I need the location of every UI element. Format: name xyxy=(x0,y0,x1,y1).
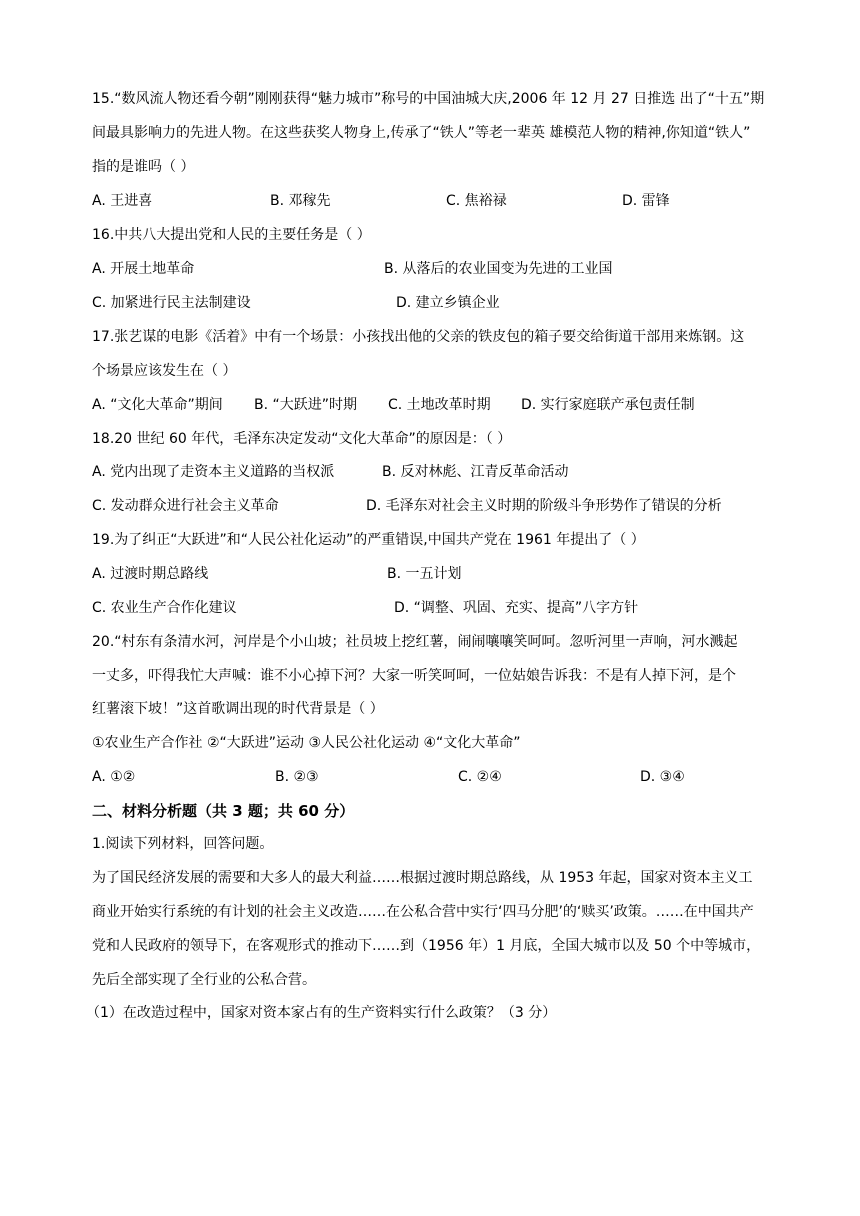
question-16-option-c: C. 加紧进行民主法制建设 xyxy=(92,295,251,311)
material-line-3: 党和人民政府的领导下，在客观形式的推动下……到（1956 年）1 月底，全国大城市以及 50 个中等城市， xyxy=(92,938,761,954)
question-19-option-a: A. 过渡时期总路线 xyxy=(92,566,209,582)
question-20-option-b: B. ②③ xyxy=(275,769,319,785)
material-line-1: 为了国民经济发展的需要和大多人的最大利益……根据过渡时期总路线，从 1953 年起，国家对资本主义工 xyxy=(92,870,753,886)
question-18-stem: 18.20 世纪 60 年代，毛泽东决定发动“文化大革命”的原因是：（ ） xyxy=(92,431,512,447)
question-20-stem-line-2: 一丈多，吓得我忙大声喊：谁不小心掉下河？大家一听笑呵呵，一位姑娘告诉我：不是有人掉下河，是个 xyxy=(92,668,736,684)
question-15-stem-line-1: 15.“数风流人物还看今朝”刚刚获得“魅力城市”称号的中国油城大庆,2006 年 12 月 27 日推选 出了“十五”期 xyxy=(92,91,765,107)
question-18-option-c: C. 发动群众进行社会主义革命 xyxy=(92,498,279,514)
question-15-option-d: D. 雷锋 xyxy=(622,193,670,209)
question-17-stem-line-2: 个场景应该发生在（ ） xyxy=(92,363,237,379)
question-16-option-a: A. 开展土地革命 xyxy=(92,261,195,277)
section-2-title: 二、材料分析题（共 3 题；共 60 分） xyxy=(92,802,355,820)
question-18-option-b: B. 反对林彪、江青反革命活动 xyxy=(382,464,569,480)
question-17-option-a: A. “文化大革命”期间 xyxy=(92,397,223,413)
question-15-stem-line-3: 指的是谁吗（ ） xyxy=(92,159,195,175)
question-16-option-b: B. 从落后的农业国变为先进的工业国 xyxy=(384,261,613,277)
question-19-option-b: B. 一五计划 xyxy=(387,566,462,582)
question-15-option-a: A. 王进喜 xyxy=(92,193,153,209)
question-16-option-d: D. 建立乡镇企业 xyxy=(396,295,500,311)
question-15-stem-line-2: 间最具影响力的先进人物。在这些获奖人物身上,传承了“铁人”等老一辈英 雄模范人物的精神,你知道“铁人” xyxy=(92,125,751,141)
question-17-stem-line-1: 17.张艺谋的电影《活着》中有一个场景：小孩找出他的父亲的铁皮包的箱子要交给街道干部用来炼钢。这 xyxy=(92,329,745,345)
question-20-option-d: D. ③④ xyxy=(640,769,685,785)
question-20-stem-line-1: 20.“村东有条清水河，河岸是个小山坡；社员坡上挖红薯，闹闹嚷嚷笑呵呵。忽听河里一声响，河水溅起 xyxy=(92,634,738,650)
question-15-option-b: B. 邓稼先 xyxy=(270,193,331,209)
question-20-option-a: A. ①② xyxy=(92,769,136,785)
question-20-stem-line-3: 红薯滚下坡！”这首歌调出现的时代背景是（ ） xyxy=(92,701,384,717)
question-18-option-a: A. 党内出现了走资本主义道路的当权派 xyxy=(92,464,335,480)
question-17-option-d: D. 实行家庭联产承包责任制 xyxy=(521,397,695,413)
question-18-option-d: D. 毛泽东对社会主义时期的阶级斗争形势作了错误的分析 xyxy=(366,498,722,514)
question-16-stem: 16.中共八大提出党和人民的主要任务是（ ） xyxy=(92,227,371,243)
question-20-stem-line-4: ①农业生产合作社 ②“大跃进”运动 ③人民公社化运动 ④“文化大革命” xyxy=(92,735,521,751)
question-19-option-d: D. “调整、巩固、充实、提高”八字方针 xyxy=(394,600,639,616)
question-19-stem: 19.为了纠正“大跃进”和“人民公社化运动”的严重错误,中国共产党在 1961 年提出了（ ） xyxy=(92,532,645,548)
sub-question-1: （1）在改造过程中，国家对资本家占有的生产资料实行什么政策？（3 分） xyxy=(86,1005,557,1021)
question-19-option-c: C. 农业生产合作化建议 xyxy=(92,600,237,616)
question-17-option-b: B. “大跃进”时期 xyxy=(254,397,358,413)
material-line-2: 商业开始实行系统的有计划的社会主义改造……在公私合营中实行‘四马分肥’的‘赎买’政策。……在中国共产 xyxy=(92,904,754,920)
question-20-option-c: C. ②④ xyxy=(458,769,502,785)
section-2-question-1-intro: 1.阅读下列材料，回答问题。 xyxy=(92,836,274,852)
material-line-4: 先后全部实现了全行业的公私合营。 xyxy=(92,972,316,988)
question-17-option-c: C. 土地改革时期 xyxy=(388,397,491,413)
question-15-option-c: C. 焦裕禄 xyxy=(446,193,507,209)
